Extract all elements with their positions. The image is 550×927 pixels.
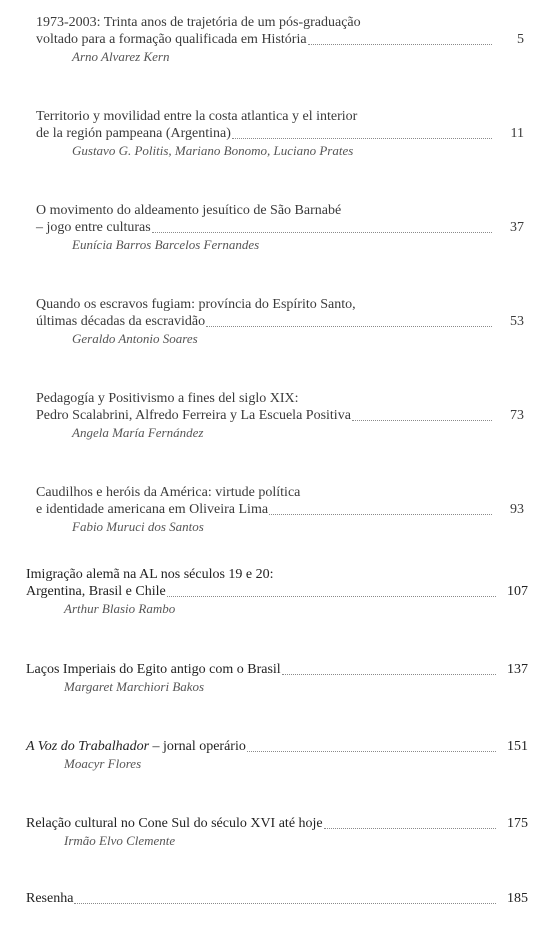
leader-dots bbox=[308, 44, 492, 45]
page-number: 5 bbox=[517, 32, 524, 47]
entry-title-text: de la región pampeana (Argentina) bbox=[36, 126, 231, 141]
toc-entry bbox=[0, 14, 550, 65]
entry-author: Moacyr Flores bbox=[64, 756, 142, 771]
entry-title-text: Pedro Scalabrini, Alfredo Ferreira y La Escuela Positiva bbox=[36, 408, 351, 423]
entry-title-line bbox=[0, 407, 550, 424]
entry-author: Gustavo G. Politis, Mariano Bonomo, Luciano Prates bbox=[72, 143, 354, 158]
entry-author: Angela María Fernández bbox=[72, 425, 204, 440]
page-number: 73 bbox=[510, 408, 524, 423]
toc-entry bbox=[0, 484, 550, 535]
leader-dots bbox=[247, 751, 496, 752]
page-number: 11 bbox=[510, 126, 524, 141]
leader-dots bbox=[206, 326, 492, 327]
entry-title-line: Imigração alemã na AL nos séculos 19 e 20: bbox=[26, 567, 274, 582]
page-number: 37 bbox=[510, 220, 524, 235]
entry-author: Arthur Blasio Rambo bbox=[64, 601, 176, 616]
entry-title-line: Territorio y movilidad entre la costa atlantica y el interior bbox=[36, 109, 358, 124]
leader-dots bbox=[232, 138, 492, 139]
entry-author: Eunícia Barros Barcelos Fernandes bbox=[72, 237, 260, 252]
entry-title-line bbox=[0, 219, 550, 236]
entry-title-line: 1973-2003: Trinta anos de trajetória de um pós-graduação bbox=[36, 15, 361, 30]
toc-entry bbox=[0, 296, 550, 347]
toc-entry bbox=[0, 108, 550, 159]
entry-author: Fabio Muruci dos Santos bbox=[72, 519, 204, 534]
entry-title-text: e identidade americana em Oliveira Lima bbox=[36, 502, 269, 517]
leader-dots bbox=[269, 514, 492, 515]
entry-title-line bbox=[0, 125, 550, 142]
entry-author: Irmão Elvo Clemente bbox=[64, 833, 176, 848]
page-number: 151 bbox=[507, 739, 528, 754]
leader-dots bbox=[74, 903, 496, 904]
entry-title-text: voltado para a formação qualificada em História bbox=[36, 32, 307, 47]
entry-title-line: Quando os escravos fugiam: província do Espírito Santo, bbox=[36, 297, 356, 312]
entry-title-text bbox=[26, 738, 246, 755]
entry-title-text: Laços Imperiais do Egito antigo com o Brasil bbox=[26, 662, 281, 677]
entry-title-line bbox=[0, 661, 550, 678]
entry-title-line: O movimento do aldeamento jesuítico de São Barnabé bbox=[36, 203, 342, 218]
entry-title-text: últimas décadas da escravidão bbox=[36, 314, 206, 329]
page-number: 93 bbox=[510, 502, 524, 517]
entry-title-line bbox=[0, 313, 550, 330]
entry-author: Geraldo Antonio Soares bbox=[72, 331, 198, 346]
entry-title-text: – jogo entre culturas bbox=[36, 220, 151, 235]
leader-dots bbox=[167, 596, 496, 597]
leader-dots bbox=[324, 828, 496, 829]
entry-title-rest: – jornal operário bbox=[149, 739, 246, 754]
leader-dots bbox=[282, 674, 496, 675]
entry-title-line bbox=[0, 501, 550, 518]
entry-title-text: Argentina, Brasil e Chile bbox=[26, 584, 166, 599]
page-number: 107 bbox=[507, 584, 528, 599]
leader-dots bbox=[152, 232, 492, 233]
entry-title-line bbox=[0, 31, 550, 48]
toc-entry bbox=[0, 202, 550, 253]
toc-entry bbox=[0, 390, 550, 441]
page-number: 185 bbox=[507, 891, 528, 906]
entry-title-line bbox=[0, 583, 550, 600]
entry-title-text: Relação cultural no Cone Sul do século XVI até hoje bbox=[26, 816, 323, 831]
toc-entry bbox=[0, 566, 550, 617]
entry-title-text: Resenha bbox=[26, 891, 74, 906]
entry-title-italic: A Voz do Trabalhador bbox=[26, 739, 150, 754]
toc-entry bbox=[0, 815, 550, 849]
page-number: 175 bbox=[507, 816, 528, 831]
entry-title-line bbox=[0, 815, 550, 832]
leader-dots bbox=[352, 420, 492, 421]
toc-entry bbox=[0, 661, 550, 695]
page-number: 53 bbox=[510, 314, 524, 329]
toc-entry bbox=[0, 738, 550, 772]
entry-author: Arno Alvarez Kern bbox=[72, 49, 170, 64]
entry-title-line: Caudilhos e heróis da América: virtude política bbox=[36, 485, 301, 500]
entry-title-line: Pedagogía y Positivismo a fines del siglo XIX: bbox=[36, 391, 299, 406]
entry-title-line bbox=[0, 738, 550, 755]
page-number: 137 bbox=[507, 662, 528, 677]
entry-title-line bbox=[0, 890, 550, 907]
toc-entry bbox=[0, 890, 550, 907]
entry-author: Margaret Marchiori Bakos bbox=[64, 679, 205, 694]
